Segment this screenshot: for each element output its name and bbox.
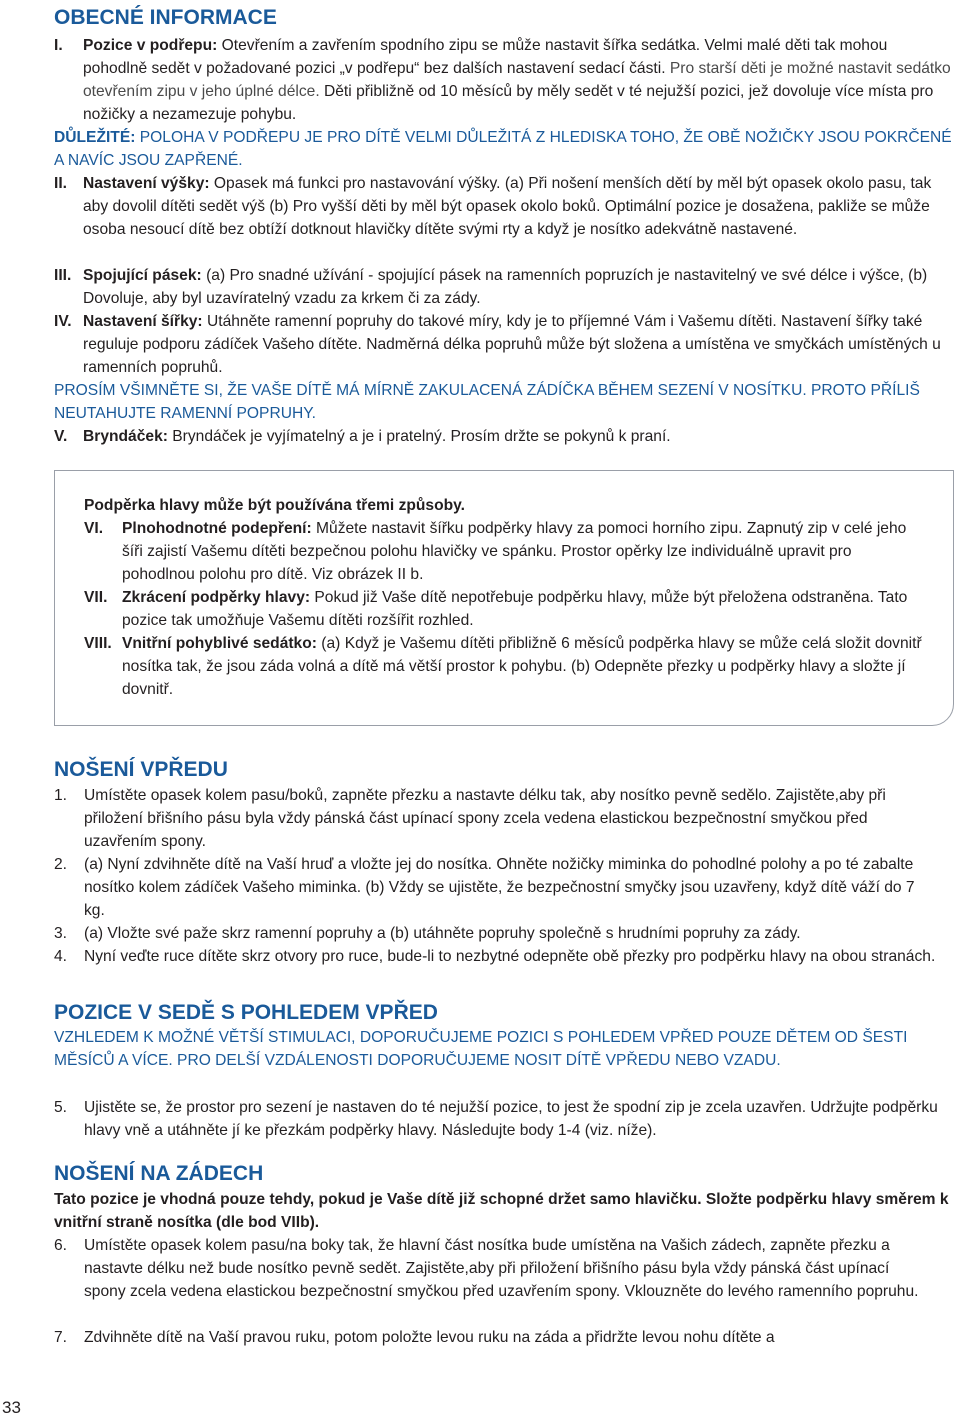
step-text: Umístěte opasek kolem pasu/boků, zapněte přezku a nastavte délku tak, aby nosítko pevně sedělo. Zajistěte,aby při přiložení břišního pásu byla vždy pánská část upínací spony zcela vedena elastickou bezpečnostní smyčkou před uzavřením spony. (84, 787, 886, 850)
section-title-front: NOŠENÍ VPŘEDU (54, 758, 228, 781)
item-number: IV. (54, 313, 72, 330)
step-number: 6. (54, 1237, 68, 1254)
item-label: Spojující pásek: (83, 267, 202, 284)
seated-notice: VZHLEDEM K MOŽNÉ VĚTŠÍ STIMULACI, DOPORUČUJEME POZICI S POHLEDEM VPŘED POUZE DĚTEM OD ŠESTI MĚSÍCŮ A VÍCE. PRO DELŠÍ VZDÁLENOSTI DOPORUČUJEME NOSIT DÍTĚ VPŘEDU NEBO VZADU. (54, 1029, 908, 1069)
back-intro: Tato pozice je vhodná pouze tehdy, pokud je Vaše dítě již schopné držet samo hlavičku. Složte podpěrku hlavy směrem k vnitřní straně nosítka (dle bod VIIb). (54, 1191, 949, 1231)
step-number: 5. (54, 1099, 68, 1116)
important-notice (54, 126, 958, 172)
step-text: Umístěte opasek kolem pasu/na boky tak, že hlavní část nosítka bude umístěna na Vašich zádech, zapněte přezku a nastavte délku než bude nosítko pevně sedět. Zajistěte,aby při přiložení břišního pásu byla vždy pánská část upínací spony zcela vedena elastickou bezpečnostní smyčkou před uzavřením spony. Vklouzněte do levého ramenního popruhu. (84, 1237, 919, 1300)
item-label: Nastavení šířky: (83, 313, 203, 330)
item-number: VI. (84, 520, 104, 537)
general-item-1 (54, 34, 954, 126)
item-label: Bryndáček: (83, 428, 168, 445)
item-text: Pokud již Vaše dítě nepotřebuje podpěrku hlavy, může být přeložena odstraněna. Tato pozice tak umožňuje Vašemu dítěti rozšířit rozhled. (122, 589, 908, 629)
item-text-2: Děti přibližně od 10 měsíců by měly sedět v té nejužší pozici, jež dovoluje více místa pro nožičky a nezamezuje pohybu. (83, 83, 934, 123)
general-item-2 (54, 172, 944, 241)
headrest-intro: Podpěrka hlavy může být používána třemi způsoby. (84, 497, 465, 514)
item-label: Vnitřní pohyblivé sedátko: (122, 635, 317, 652)
front-step-2 (54, 853, 934, 922)
step-number: 4. (54, 948, 68, 965)
shoulder-strap-notice: PROSÍM VŠIMNĚTE SI, ŽE VAŠE DÍTĚ MÁ MÍRNĚ ZAKULACENÁ ZÁDÍČKA BĚHEM SEZENÍ V NOSÍTKU. PROTO PŘÍLIŠ NEUTAHUJTE RAMENNÍ POPRUHY. (54, 382, 920, 422)
item-label: Plnohodnotné podepření: (122, 520, 312, 537)
section-title-general: OBECNÉ INFORMACE (54, 6, 277, 29)
item-number: III. (54, 267, 72, 284)
important-label: DŮLEŽITÉ: (54, 129, 136, 146)
step-number: 2. (54, 856, 68, 873)
item-note: Pro starší děti je možné nastavit sedátko otevřením zipu v jeho úplné délce. (83, 60, 951, 100)
item-text: Utáhněte ramenní popruhy do takové míry, kdy je to příjemné Vám i Vašemu dítěti. Nastavení šířky také reguluje podporu zádíček Vašeho dítěte. Nadměrná délka popruhů může být složena a umístěna ve smyčkách umístěných u ramenních popruhů. (83, 313, 941, 376)
step-text: (a) Vložte své paže skrz ramenní popruhy a (b) utáhněte popruhy společně s hrudními popruhy za zády. (84, 925, 801, 942)
step-text: (a) Nyní zdvihněte dítě na Vaší hruď a vložte jej do nosítka. Ohněte nožičky miminka do pohodlné polohy a po té zabalte nosítko kolem zádíček Vašeho miminka. (b) Vždy se ujistěte, že bezpečnostní smyčky jsou uzavřeny, když dítě váží do 7 kg. (84, 856, 915, 919)
item-text: (a) Pro snadné užívání - spojující pásek na ramenních popruzích je nastavitelný ve své délce i výšce, (b) Dovoluje, aby byl uzavíratelný vzadu za krkem či za zády. (83, 267, 928, 307)
item-text: Můžete nastavit šířku podpěrky hlavy za pomoci horního zipu. Zapnutý zip v celé jeho šíři zajistí Vašemu dítěti bezpečnou polohu hlavičky ve spánku. Prostor opěrky lze individuálně upravit pro pohodlnou polohu pro dítě. Viz obrázek II b. (122, 520, 907, 583)
back-step-7 (54, 1326, 924, 1349)
headrest-item-7 (84, 586, 924, 632)
item-label: Nastavení výšky: (83, 175, 210, 192)
headrest-item-8 (84, 632, 924, 701)
item-text: (a) Když je Vašemu dítěti přibližně 6 měsíců podpěrka hlavy se může celá složit dovnitř nosítka tak, že jsou záda volná a dítě má větší prostor k pohybu. (b) Odepněte přezky u podpěrky hlavy a složte jí dovnitř. (122, 635, 922, 698)
general-item-3 (54, 264, 939, 310)
page-number: 33 (2, 1398, 21, 1417)
general-item-4 (54, 310, 949, 379)
step-number: 1. (54, 787, 68, 804)
item-text: Otevřením a zavřením spodního zipu se může nastavit šířka sedátka. Velmi malé děti tak mohou pohodlně sedět v požadované pozici „v podřepu“ bez dalších nastavení sedací části. (83, 37, 888, 77)
general-item-5 (54, 425, 944, 448)
item-number: VIII. (84, 635, 112, 652)
item-text: Opasek má funkci pro nastavování výšky. (a) Při nošení menších dětí by měl být opasek okolo pasu, tak aby dovolil dítěti sedět výš (b) Pro vyšší děti by měl být opasek okolo boků. Optimální pozice je dosažena, pakliže se může osoba nesoucí dítě bez obtíží dotknout hlavičky dítěte svými rty a když je nosítko adekvátně nastavené. (83, 175, 932, 238)
item-number: II. (54, 175, 67, 192)
item-number: I. (54, 37, 63, 54)
item-label: Pozice v podřepu: (83, 37, 218, 54)
seated-step-5 (54, 1096, 944, 1142)
item-number: VII. (84, 589, 108, 606)
important-text: POLOHA V PODŘEPU JE PRO DÍTĚ VELMI DŮLEŽITÁ Z HLEDISKA TOHO, ŽE OBĚ NOŽIČKY JSOU POKRČENÉ A NAVÍC JSOU ZAPŘENÉ. (54, 129, 952, 169)
step-number: 7. (54, 1329, 68, 1346)
section-title-back: NOŠENÍ NA ZÁDECH (54, 1162, 264, 1185)
front-step-3 (54, 922, 954, 945)
item-text: Bryndáček je vyjímatelný a je i pratelný. Prosím držte se pokynů k praní. (172, 428, 671, 445)
item-number: V. (54, 428, 68, 445)
section-title-seated: POZICE V SEDĚ S POHLEDEM VPŘED (54, 1001, 438, 1024)
headrest-item-6 (84, 517, 924, 586)
front-step-4 (54, 945, 949, 968)
step-text: Nyní veďte ruce dítěte skrz otvory pro ruce, bude-li to nezbytné odepněte obě přezky pro podpěrku hlavy na obou stranách. (84, 948, 936, 965)
step-text: Zdvihněte dítě na Vaší pravou ruku, potom položte levou ruku na záda a přidržte levou nohu dítěte a (84, 1329, 775, 1346)
step-text: Ujistěte se, že prostor pro sezení je nastaven do té nejužší pozice, to jest že spodní zip je zcela uzavřen. Udržujte podpěrku hlavy vně a utáhněte jí ke přezkám podpěrky hlavy. Následujte body 1-4 (viz. níže). (84, 1099, 938, 1139)
step-number: 3. (54, 925, 68, 942)
back-step-6 (54, 1234, 924, 1303)
front-step-1 (54, 784, 904, 853)
item-label: Zkrácení podpěrky hlavy: (122, 589, 311, 606)
